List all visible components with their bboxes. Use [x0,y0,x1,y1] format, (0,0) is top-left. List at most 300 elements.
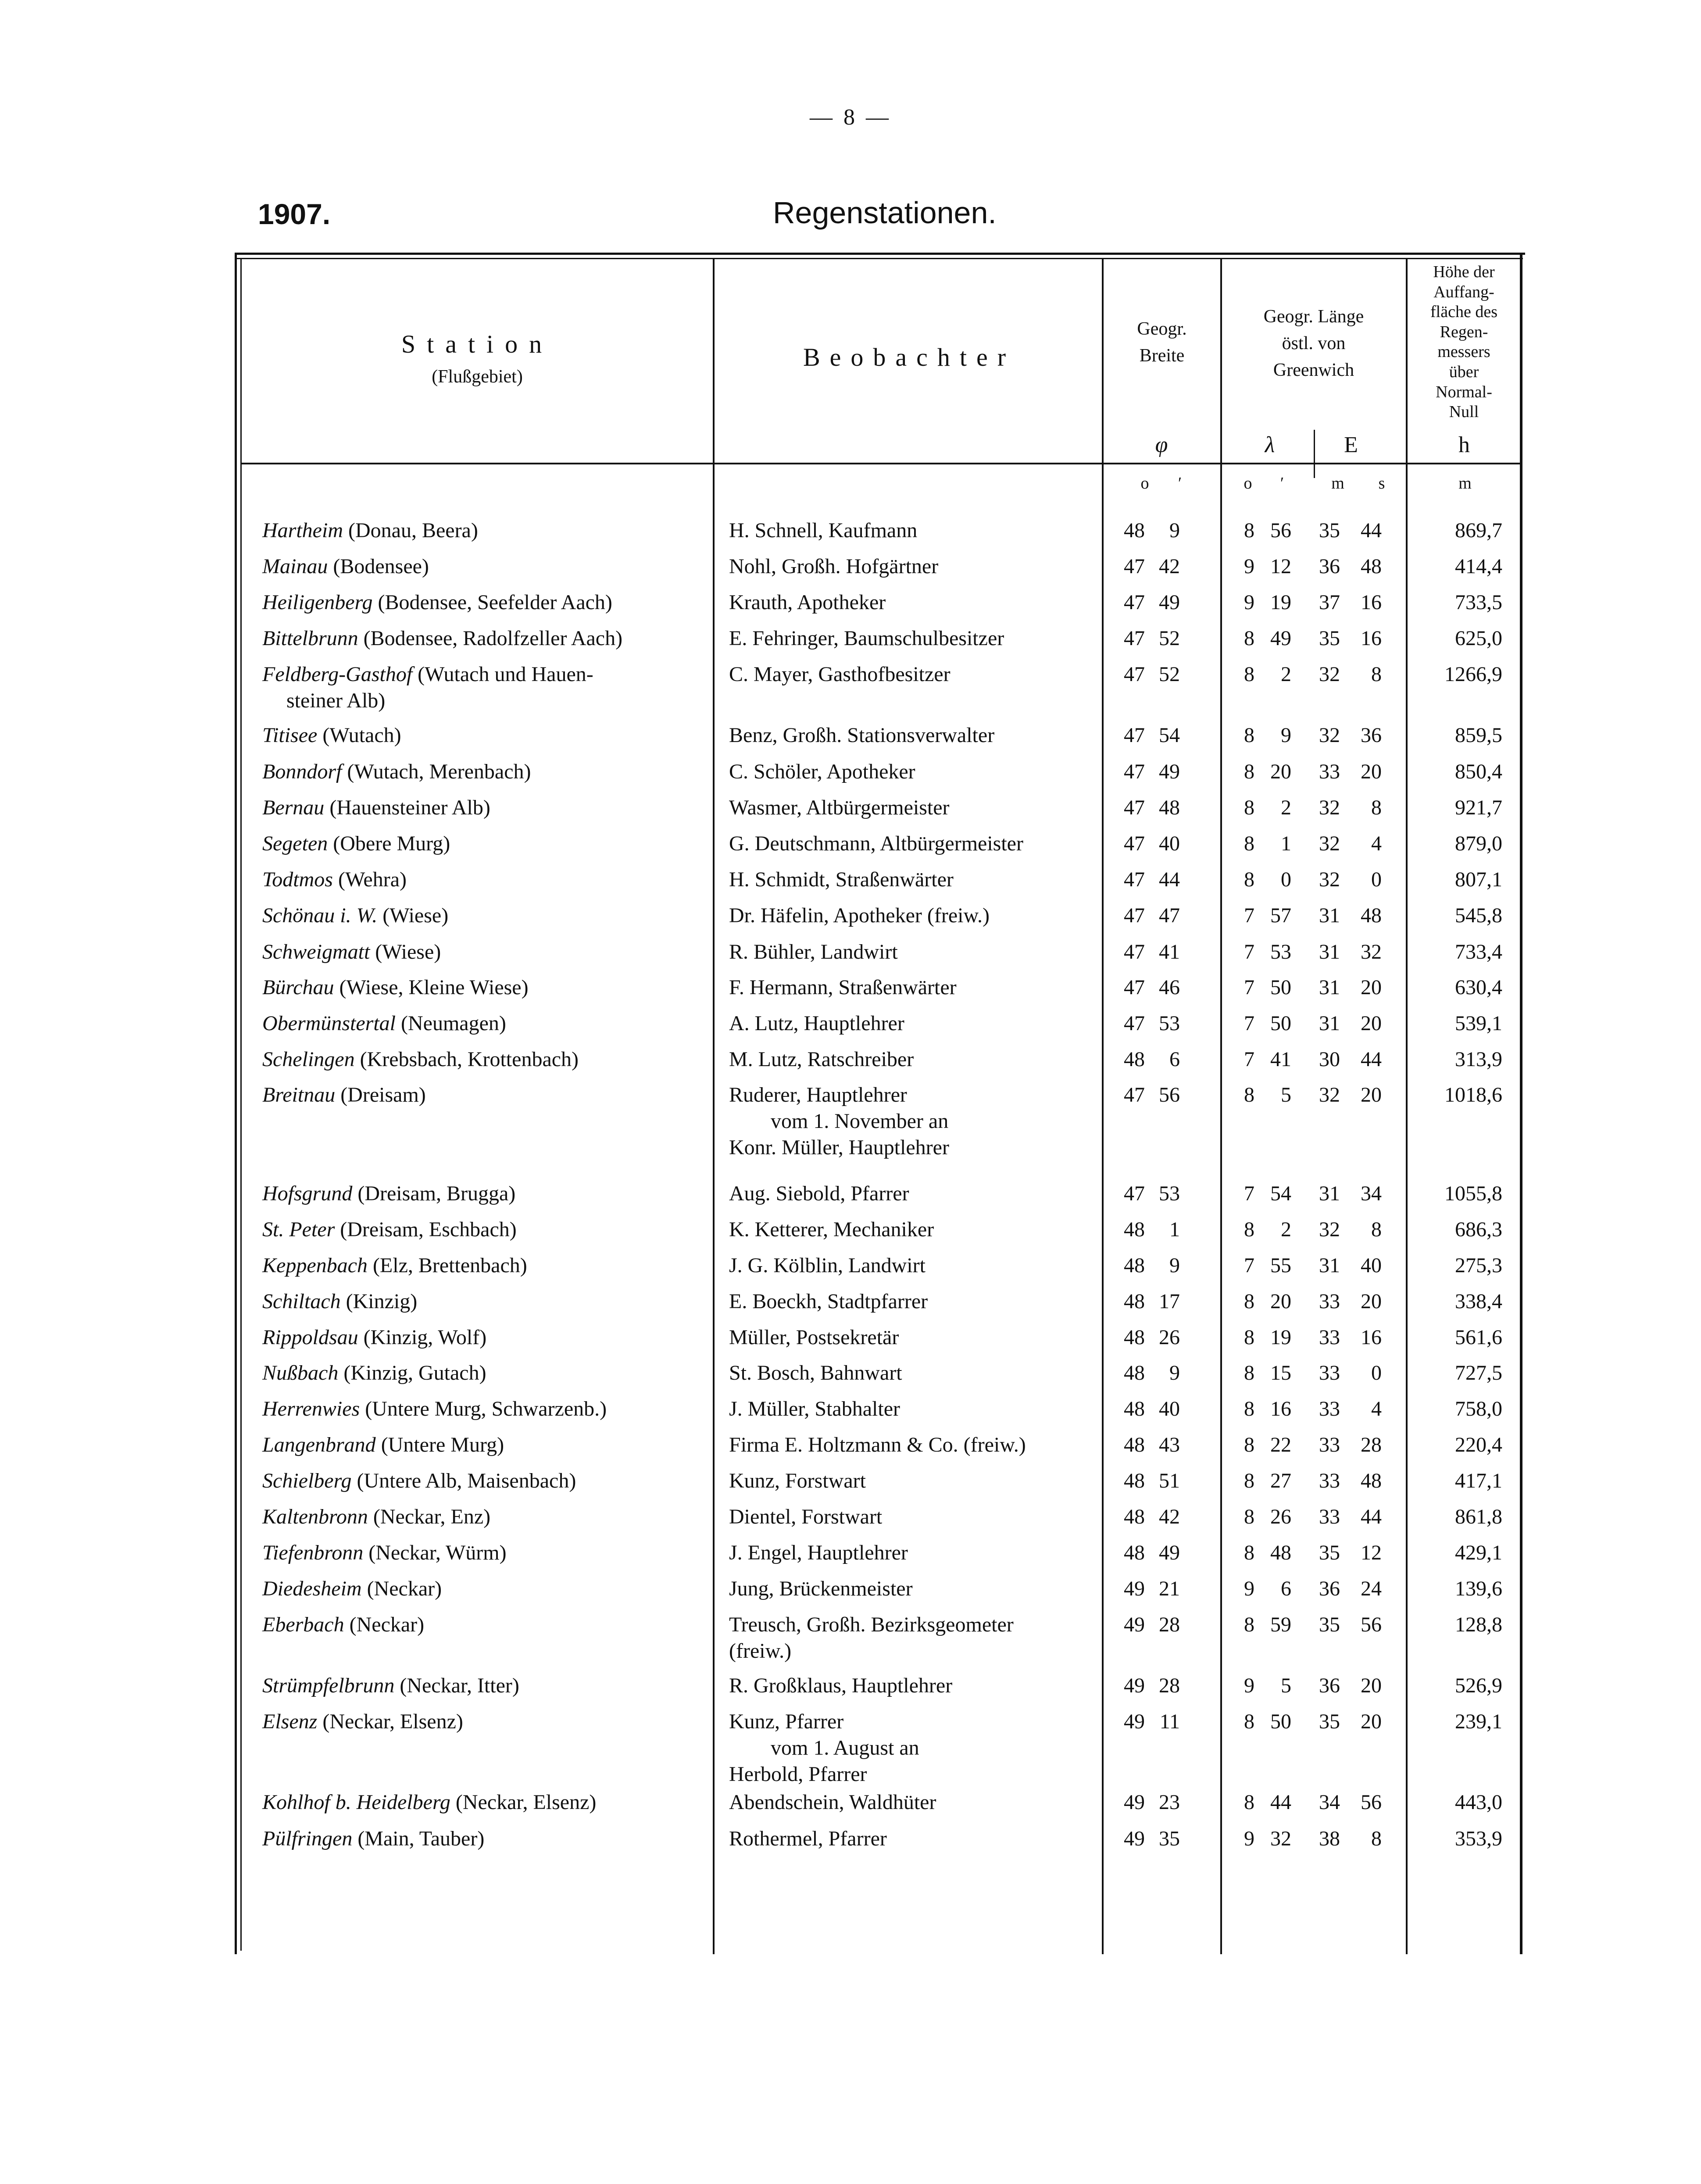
height-value: 313,9 [1455,1048,1502,1071]
unit-breite-deg: o [1140,474,1149,492]
station-cell [262,625,710,652]
station-line [262,1709,710,1735]
observer-cell [729,1360,1097,1386]
station-line [262,1826,710,1852]
station-line [262,1612,710,1638]
breite-degrees: 49 [1124,1674,1145,1697]
observer-cell [729,1082,1097,1161]
observer-cell [729,1789,1097,1816]
laenge-degrees: 8 [1244,832,1254,855]
observer-name: Nohl, Großh. Hofgärtner [729,555,939,578]
station-line [262,1504,710,1530]
breite-degrees: 48 [1124,1541,1145,1564]
station-cell [262,1709,710,1735]
laenge-time-minutes: 31 [1319,904,1340,927]
observer-cell [729,553,1097,580]
observer-cell [729,1612,1097,1664]
laenge-degrees: 9 [1244,1577,1254,1600]
observer-cell [729,1253,1097,1279]
station-cell [262,1010,710,1037]
breite-minutes: 23 [1159,1791,1180,1814]
laenge-time-seconds: 44 [1361,519,1382,542]
observer-name: Rothermel, Pfarrer [729,1827,887,1850]
observer-name: E. Fehringer, Baumschulbesitzer [729,627,1004,650]
laenge-time-seconds: 56 [1361,1791,1382,1814]
laenge-time-seconds: 16 [1361,627,1382,650]
laenge-degrees: 8 [1244,868,1254,891]
river-basin: (Wutach) [322,724,401,747]
laenge-time-minutes: 32 [1319,796,1340,819]
station-name: Eberbach [262,1613,344,1636]
river-basin: (Untere Murg) [381,1433,504,1456]
station-cell [262,1576,710,1602]
station-line [262,1576,710,1602]
header-hoehe-line: Auffang- [1433,282,1494,301]
observer-name: H. Schnell, Kaufmann [729,519,918,542]
observer-name: J. Müller, Stabhalter [729,1397,900,1420]
laenge-time-minutes: 32 [1319,1218,1340,1241]
station-line [262,974,710,1001]
breite-degrees: 47 [1124,724,1145,747]
station-line [262,1396,710,1422]
table-border-right [1520,253,1522,1954]
breite-minutes: 56 [1159,1083,1180,1106]
breite-minutes: 42 [1159,1505,1180,1528]
station-cell [262,1181,710,1207]
observer-name: Krauth, Apotheker [729,591,886,614]
observer-name: Jung, Brückenmeister [729,1577,913,1600]
height-value: 417,1 [1455,1469,1502,1492]
breite-degrees: 48 [1124,1218,1145,1241]
laenge-minutes: 53 [1270,940,1291,964]
station-cell [262,1396,710,1422]
station-name: Bonndorf [262,760,342,783]
observer-cell [729,867,1097,893]
station-line [262,867,710,893]
header-hoehe-line: fläche des [1430,303,1497,321]
observer-name: Abendschein, Waldhüter [729,1791,936,1814]
laenge-minutes: 49 [1270,627,1291,650]
station-name: Bernau [262,796,325,819]
observer-cell [729,1709,1097,1788]
breite-degrees: 49 [1124,1827,1145,1850]
breite-degrees: 48 [1124,1048,1145,1071]
unit-laenge-min: ′ [1280,474,1284,492]
laenge-time-seconds: 20 [1361,1710,1382,1733]
laenge-degrees: 9 [1244,555,1254,578]
station-name: Heiligenberg [262,591,373,614]
breite-minutes: 28 [1159,1613,1180,1636]
observer-name: Kunz, Forstwart [729,1469,866,1492]
laenge-degrees: 7 [1244,1048,1254,1071]
laenge-minutes: 32 [1270,1827,1291,1850]
station-line [262,1360,710,1386]
height-value: 686,3 [1455,1218,1502,1241]
height-value: 539,1 [1455,1012,1502,1035]
station-name: Keppenbach [262,1254,368,1277]
laenge-time-seconds: 16 [1361,1326,1382,1349]
river-basin: (Neckar, Elsenz) [455,1791,597,1814]
height-value: 807,1 [1455,868,1502,891]
height-value: 1055,8 [1444,1182,1502,1205]
breite-minutes: 40 [1159,1397,1180,1420]
height-value: 879,0 [1455,832,1502,855]
station-name: Bürchau [262,976,334,999]
observer-name: E. Boeckh, Stadtpfarrer [729,1290,928,1313]
laenge-time-minutes: 35 [1319,1613,1340,1636]
observer-cell [729,661,1097,688]
laenge-minutes: 5 [1281,1674,1291,1697]
station-name: Hartheim [262,519,343,542]
observer-cell [729,831,1097,857]
laenge-degrees: 7 [1244,1182,1254,1205]
breite-degrees: 47 [1124,555,1145,578]
station-cell [262,553,710,580]
laenge-time-seconds: 0 [1371,868,1382,891]
observer-name: Benz, Großh. Stationsverwalter [729,724,995,747]
observer-name: R. Großklaus, Hauptlehrer [729,1674,953,1697]
page-title: Regenstationen. [773,196,997,230]
laenge-time-seconds: 56 [1361,1613,1382,1636]
laenge-time-seconds: 40 [1361,1254,1382,1277]
height-value: 414,4 [1455,555,1502,578]
header-laenge [1222,303,1405,384]
station-cell [262,1360,710,1386]
laenge-time-minutes: 31 [1319,940,1340,964]
river-basin: (Wiese) [375,940,441,964]
river-basin: (Dreisam, Eschbach) [340,1218,517,1241]
laenge-time-seconds: 28 [1361,1433,1382,1456]
laenge-degrees: 8 [1244,663,1254,686]
breite-degrees: 47 [1124,627,1145,650]
symbol-phi: φ [1155,432,1168,457]
laenge-minutes: 26 [1270,1505,1291,1528]
observer-cell [729,974,1097,1001]
unit-laenge-deg: o [1244,474,1252,492]
laenge-degrees: 7 [1244,940,1254,964]
height-value: 625,0 [1455,627,1502,650]
laenge-minutes: 41 [1270,1048,1291,1071]
header-breite-line: Geogr. [1137,319,1187,339]
observer-cell [729,1046,1097,1073]
header-station [242,329,713,388]
laenge-time-seconds: 20 [1361,976,1382,999]
station-name: Schelingen [262,1048,355,1071]
river-basin: (Wutach, Merenbach) [347,760,531,783]
table-border-left-inner [240,258,242,1951]
observer-note: (freiw.) [729,1639,792,1663]
breite-degrees: 47 [1124,591,1145,614]
observer-name: J. G. Kölblin, Landwirt [729,1254,926,1277]
breite-minutes: 52 [1159,663,1180,686]
river-basin: (Bodensee, Radolfzeller Aach) [363,627,623,650]
symbol-h: h [1458,432,1470,457]
laenge-time-seconds: 44 [1361,1505,1382,1528]
laenge-time-minutes: 33 [1319,1361,1340,1385]
river-basin: (Wiese) [382,904,449,927]
station-name: Rippoldsau [262,1326,358,1349]
observer-name: Firma E. Holtzmann & Co. (freiw.) [729,1433,1026,1456]
header-breite [1104,316,1219,369]
laenge-degrees: 8 [1244,1541,1254,1564]
laenge-degrees: 8 [1244,724,1254,747]
observer-name: M. Lutz, Ratschreiber [729,1048,914,1071]
height-value: 429,1 [1455,1541,1502,1564]
breite-minutes: 6 [1169,1048,1180,1071]
observer-name: St. Bosch, Bahnwart [729,1361,902,1385]
breite-minutes: 11 [1159,1710,1180,1733]
breite-minutes: 43 [1159,1433,1180,1456]
station-name: Kohlhof b. Heidelberg [262,1791,450,1814]
laenge-time-seconds: 34 [1361,1182,1382,1205]
river-basin: (Wiese, Kleine Wiese) [339,976,529,999]
laenge-time-minutes: 33 [1319,1326,1340,1349]
river-basin: (Neckar, Elsenz) [322,1710,463,1733]
river-basin: (Kinzig, Gutach) [343,1361,486,1385]
column-divider-lambda-e [1314,430,1315,478]
river-basin: (Wehra) [338,868,407,891]
observer-cell [729,795,1097,821]
laenge-minutes: 19 [1270,1326,1291,1349]
station-name: Herrenwies [262,1397,360,1420]
breite-degrees: 47 [1124,940,1145,964]
header-hoehe-line: Regen- [1440,322,1488,341]
breite-minutes: 26 [1159,1326,1180,1349]
station-name: Schönau i. W. [262,904,378,927]
height-value: 630,4 [1455,976,1502,999]
station-cell [262,1826,710,1852]
breite-minutes: 42 [1159,555,1180,578]
station-cell [262,1253,710,1279]
station-line [262,1324,710,1351]
column-divider-breite [1220,258,1222,1954]
station-name: Breitnau [262,1083,336,1106]
station-cell [262,1612,710,1638]
height-value: 275,3 [1455,1254,1502,1277]
river-basin: (Kinzig, Wolf) [363,1326,487,1349]
breite-degrees: 47 [1124,976,1145,999]
observer-cell [729,517,1097,544]
laenge-time-seconds: 8 [1371,663,1382,686]
laenge-time-seconds: 8 [1371,1827,1382,1850]
laenge-time-minutes: 32 [1319,868,1340,891]
laenge-minutes: 50 [1270,1012,1291,1035]
river-basin: (Krebsbach, Krottenbach) [360,1048,579,1071]
laenge-degrees: 8 [1244,760,1254,783]
observer-name: R. Bühler, Landwirt [729,940,898,964]
laenge-degrees: 7 [1244,1012,1254,1035]
station-line [262,1181,710,1207]
breite-minutes: 47 [1159,904,1180,927]
station-line [262,1673,710,1699]
breite-degrees: 47 [1124,796,1145,819]
observer-cell [729,939,1097,965]
laenge-time-seconds: 20 [1361,1290,1382,1313]
river-basin: (Wutach und Hauen- [418,663,593,686]
laenge-time-seconds: 24 [1361,1577,1382,1600]
laenge-minutes: 19 [1270,591,1291,614]
station-cell [262,589,710,616]
river-basin: (Dreisam, Brugga) [357,1182,516,1205]
station-line [262,1010,710,1037]
header-hoehe-line: Höhe der [1433,263,1495,281]
header-hoehe-line: Normal- [1436,382,1492,401]
laenge-time-minutes: 32 [1319,663,1340,686]
station-cell [262,1504,710,1530]
station-name: Strümpfelbrunn [262,1674,395,1697]
observer-name: Ruderer, Hauptlehrer [729,1083,907,1106]
station-line [262,1432,710,1458]
header-hoehe-line: Null [1449,403,1479,421]
observer-successor: Konr. Müller, Hauptlehrer [729,1136,949,1159]
station-name: Bittelbrunn [262,627,358,650]
height-value: 921,7 [1455,796,1502,819]
laenge-minutes: 22 [1270,1433,1291,1456]
observer-name: C. Mayer, Gasthofbesitzer [729,663,951,686]
observer-name: C. Schöler, Apotheker [729,760,915,783]
height-value: 733,5 [1455,591,1502,614]
breite-minutes: 49 [1159,591,1180,614]
laenge-time-seconds: 20 [1361,760,1382,783]
station-name: Diedesheim [262,1577,362,1600]
breite-degrees: 49 [1124,1710,1145,1733]
observer-cell [729,1576,1097,1602]
laenge-time-seconds: 0 [1371,1361,1382,1385]
laenge-minutes: 0 [1281,868,1291,891]
header-observer: Beobachter [803,343,1016,371]
observer-name: K. Ketterer, Mechaniker [729,1218,934,1241]
station-name: Schiltach [262,1290,341,1313]
station-name: Feldberg-Gasthof [262,663,413,686]
station-name: Schweigmatt [262,940,370,964]
laenge-time-minutes: 35 [1319,627,1340,650]
breite-minutes: 1 [1169,1218,1180,1241]
observer-cell [729,1504,1097,1530]
station-line [262,722,710,749]
laenge-time-minutes: 35 [1319,1541,1340,1564]
laenge-minutes: 59 [1270,1613,1291,1636]
observer-name: Treusch, Großh. Bezirksgeometer [729,1613,1014,1636]
laenge-time-minutes: 36 [1319,1674,1340,1697]
station-cell [262,759,710,785]
observer-name: Wasmer, Altbürgermeister [729,796,950,819]
breite-degrees: 48 [1124,1361,1145,1385]
breite-degrees: 47 [1124,1182,1145,1205]
station-line [262,1468,710,1494]
breite-degrees: 48 [1124,1505,1145,1528]
station-cell [262,974,710,1001]
observer-cell [729,1432,1097,1458]
observer-note: vom 1. November an [771,1110,949,1133]
station-name: Schielberg [262,1469,352,1492]
station-cell [262,1288,710,1315]
laenge-time-seconds: 48 [1361,555,1382,578]
breite-degrees: 47 [1124,1083,1145,1106]
river-basin: (Untere Murg, Schwarzenb.) [365,1397,607,1420]
laenge-time-minutes: 36 [1319,555,1340,578]
observer-cell [729,1010,1097,1037]
laenge-time-seconds: 48 [1361,1469,1382,1492]
laenge-degrees: 8 [1244,519,1254,542]
station-line [262,625,710,652]
breite-minutes: 49 [1159,1541,1180,1564]
station-name: Segeten [262,832,328,855]
breite-minutes: 51 [1159,1469,1180,1492]
station-cell [262,1789,710,1816]
observer-name: G. Deutschmann, Altbürgermeister [729,832,1023,855]
observer-name: F. Hermann, Straßenwärter [729,976,957,999]
station-line [262,1217,710,1243]
laenge-time-minutes: 33 [1319,1433,1340,1456]
laenge-time-seconds: 20 [1361,1012,1382,1035]
river-basin: (Neckar, Enz) [373,1505,491,1528]
station-name: Obermünstertal [262,1012,396,1035]
laenge-minutes: 48 [1270,1541,1291,1564]
height-value: 338,4 [1455,1290,1502,1313]
observer-name: J. Engel, Hauptlehrer [729,1541,908,1564]
breite-minutes: 9 [1169,519,1180,542]
laenge-time-seconds: 4 [1371,832,1382,855]
station-name: Kaltenbronn [262,1505,368,1528]
laenge-time-minutes: 32 [1319,832,1340,855]
breite-minutes: 21 [1159,1577,1180,1600]
station-cell [262,831,710,857]
header-station-label: Station [401,330,554,358]
river-basin: (Main, Tauber) [357,1827,485,1850]
observer-cell [729,1540,1097,1566]
observer-name: Dr. Häfelin, Apotheker (freiw.) [729,904,990,927]
laenge-time-minutes: 38 [1319,1827,1340,1850]
laenge-minutes: 55 [1270,1254,1291,1277]
laenge-minutes: 2 [1281,796,1291,819]
laenge-degrees: 9 [1244,1674,1254,1697]
river-basin: (Elz, Brettenbach) [372,1254,527,1277]
station-cell [262,1324,710,1351]
laenge-time-seconds: 12 [1361,1541,1382,1564]
header-laenge-line: östl. von [1282,333,1346,353]
station-cell [262,867,710,893]
breite-minutes: 9 [1169,1254,1180,1277]
height-value: 1018,6 [1444,1083,1502,1106]
laenge-minutes: 20 [1270,1290,1291,1313]
laenge-time-minutes: 31 [1319,1182,1340,1205]
laenge-time-seconds: 48 [1361,904,1382,927]
laenge-degrees: 8 [1244,1083,1254,1106]
station-name: Hofsgrund [262,1182,353,1205]
observer-cell [729,903,1097,929]
header-hoehe-line: über [1449,362,1479,381]
laenge-degrees: 7 [1244,904,1254,927]
observer-cell [729,1396,1097,1422]
height-value: 545,8 [1455,904,1502,927]
station-line [262,1253,710,1279]
breite-minutes: 9 [1169,1361,1180,1385]
station-name: Nußbach [262,1361,339,1385]
station-name: Langenbrand [262,1433,376,1456]
breite-degrees: 47 [1124,832,1145,855]
observer-name: Aug. Siebold, Pfarrer [729,1182,909,1205]
breite-minutes: 44 [1159,868,1180,891]
station-cell [262,661,710,714]
observer-cell [729,589,1097,616]
river-basin: (Neckar) [367,1577,442,1600]
height-value: 1266,9 [1444,663,1502,686]
height-value: 869,7 [1455,519,1502,542]
document-year: 1907. [258,198,331,230]
breite-minutes: 54 [1159,724,1180,747]
height-value: 850,4 [1455,760,1502,783]
observer-cell [729,1217,1097,1243]
